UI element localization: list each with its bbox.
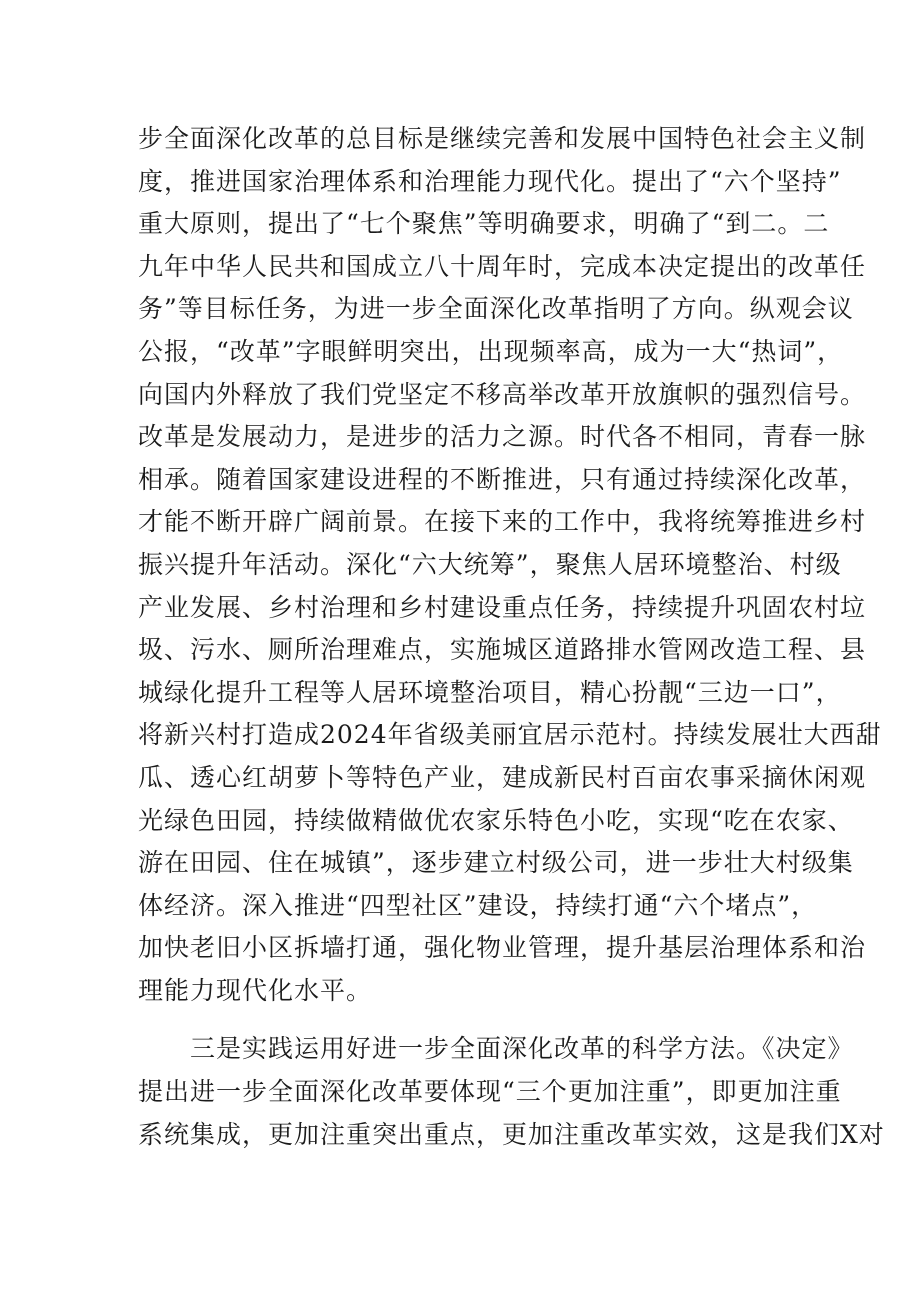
text-line: 公报，“改革”字眼鲜明突出，出现频率高，成为一大“热词”， (138, 336, 844, 366)
text-line: 改革是发展动力，是进步的活力之源。时代各不相同，青春一脉 (138, 422, 867, 452)
text-line: 系统集成，更加注重突出重点，更加注重改革实效，这是我们X对 (138, 1119, 885, 1149)
text-line: 振兴提升年活动。深化“六大统筹”，聚焦人居环境整治、村级 (138, 549, 842, 579)
text-line: 步全面深化改革的总目标是继续完善和发展中国特色社会主义制 (138, 124, 867, 153)
paragraph-2 (138, 1028, 885, 1156)
paragraph-1 (138, 118, 882, 1012)
text-line: 加快老旧小区拆墙打通，强化物业管理，提升基层治理体系和治 (138, 933, 867, 963)
text-line: 圾、污水、厕所治理难点，实施城区道路排水管网改造工程、县 (138, 635, 867, 665)
text-line: 光绿色田园，持续做精做优农家乐特色小吃，实现“吃在农家、 (138, 805, 854, 835)
text-line: 理能力现代化水平。 (138, 975, 373, 1005)
text-line: 产业发展、乡村治理和乡村建设重点任务，持续提升巩固农村垃 (138, 592, 867, 622)
text-line: 将新兴村打造成2024年省级美丽宜居示范村。持续发展壮大西甜 (138, 720, 882, 750)
text-line: 向国内外释放了我们党坚定不移高举改革开放旗帜的强烈信号。 (138, 379, 867, 409)
text-line: 城绿化提升工程等人居环境整治项目，精心扮靓“三边一口”， (138, 677, 842, 707)
text-line: 度，推进国家治理体系和治理能力现代化。提出了“六个坚持” (138, 166, 842, 196)
text-line: 务”等目标任务，为进一步全面深化改革指明了方向。纵观会议 (138, 294, 854, 324)
text-line: 重大原则，提出了“七个聚焦”等明确要求，明确了“到二。二 (138, 209, 830, 239)
text-line: 游在田园、住在城镇”，逐步建立村级公司，进一步壮大村级集 (138, 848, 854, 878)
text-line: 九年中华人民共和国成立八十周年时，完成本决定提出的改革任 (138, 251, 867, 281)
paragraph-spacer (138, 1012, 798, 1028)
text-line: 三是实践运用好进一步全面深化改革的科学方法。《决定》 (190, 1034, 854, 1064)
text-line: 相承。随着国家建设进程的不断推进，只有通过持续深化改革， (138, 464, 867, 494)
text-line: 提出进一步全面深化改革要体现“三个更加注重”，即更加注重 (138, 1077, 842, 1107)
document-body (138, 118, 885, 1156)
text-line: 瓜、透心红胡萝卜等特色产业，建成新民村百亩农事采摘休闲观 (138, 762, 867, 792)
text-line: 才能不断开辟广阔前景。在接下来的工作中，我将统筹推进乡村 (138, 507, 867, 537)
text-line: 体经济。深入推进“四型社区”建设，持续打通“六个堵点”， (138, 890, 818, 920)
